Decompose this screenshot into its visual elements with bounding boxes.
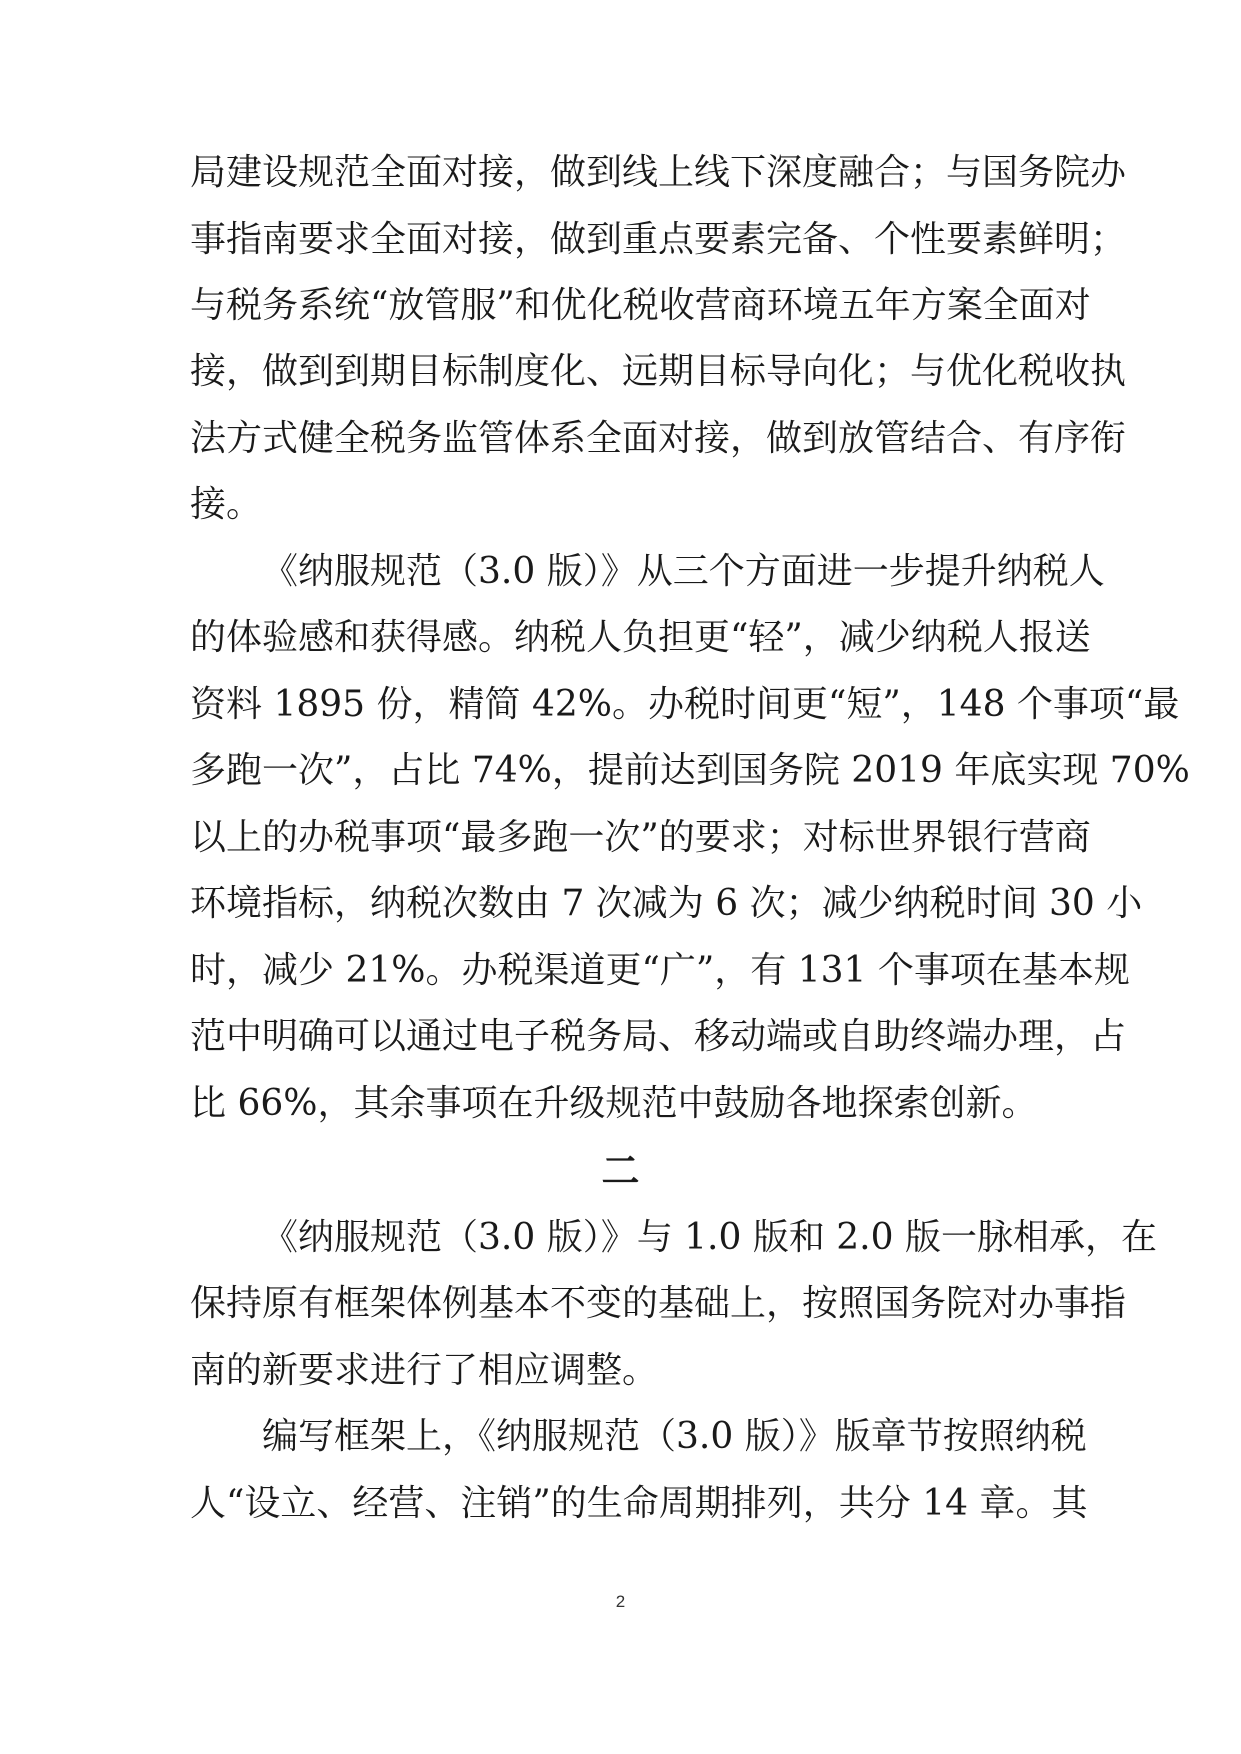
page-number: 2 <box>615 1592 626 1611</box>
paragraph-1-line-3: 与税务系统“放管服”和优化税收营商环境五年方案全面对 <box>190 285 1091 326</box>
paragraph-4-line-2: 人“设立、经营、注销”的生命周期排列，共分 14 章。其 <box>190 1483 1088 1524</box>
paragraph-2-line-6: 环境指标，纳税次数由 7 次减为 6 次；减少纳税时间 30 小 <box>190 883 1143 924</box>
paragraph-2-line-3: 资料 1895 份，精简 42%。办税时间更“短”，148 个事项“最 <box>190 684 1180 725</box>
paragraph-2-line-9: 比 66%，其余事项在升级规范中鼓励各地探索创新。 <box>190 1083 1038 1124</box>
paragraph-3-line-1: 《纳服规范（3.0 版）》与 1.0 版和 2.0 版一脉相承，在 <box>262 1217 1157 1258</box>
paragraph-3-line-2: 保持原有框架体例基本不变的基础上，按照国务院对办事指 <box>190 1283 1127 1324</box>
paragraph-1-line-4: 接，做到到期目标制度化、远期目标导向化；与优化税收执 <box>190 351 1127 392</box>
paragraph-2-line-1: 《纳服规范（3.0 版）》从三个方面进一步提升纳税人 <box>262 551 1105 592</box>
paragraph-4-line-1: 编写框架上，《纳服规范（3.0 版）》版章节按照纳税 <box>262 1416 1087 1457</box>
paragraph-2-line-2: 的体验感和获得感。纳税人负担更“轻”，减少纳税人报送 <box>190 617 1091 658</box>
paragraph-1-line-6: 接。 <box>190 484 263 525</box>
paragraph-2-line-5: 以上的办税事项“最多跑一次”的要求；对标世界银行营商 <box>190 817 1091 858</box>
paragraph-2-line-8: 范中明确可以通过电子税务局、移动端或自助终端办理，占 <box>190 1016 1127 1057</box>
paragraph-2-line-4: 多跑一次”，占比 74%，提前达到国务院 2019 年底实现 70% <box>190 750 1190 791</box>
paragraph-1-line-1: 局建设规范全面对接，做到线上线下深度融合；与国务院办 <box>190 152 1127 193</box>
paragraph-2-line-7: 时，减少 21%。办税渠道更“广”，有 131 个事项在基本规 <box>190 950 1130 991</box>
paragraph-3-line-3: 南的新要求进行了相应调整。 <box>190 1350 659 1391</box>
paragraph-1-line-5: 法方式健全税务监管体系全面对接，做到放管结合、有序衔 <box>190 418 1127 459</box>
section-heading: 二 <box>601 1148 640 1193</box>
paragraph-1-line-2: 事指南要求全面对接，做到重点要素完备、个性要素鲜明； <box>190 219 1127 260</box>
